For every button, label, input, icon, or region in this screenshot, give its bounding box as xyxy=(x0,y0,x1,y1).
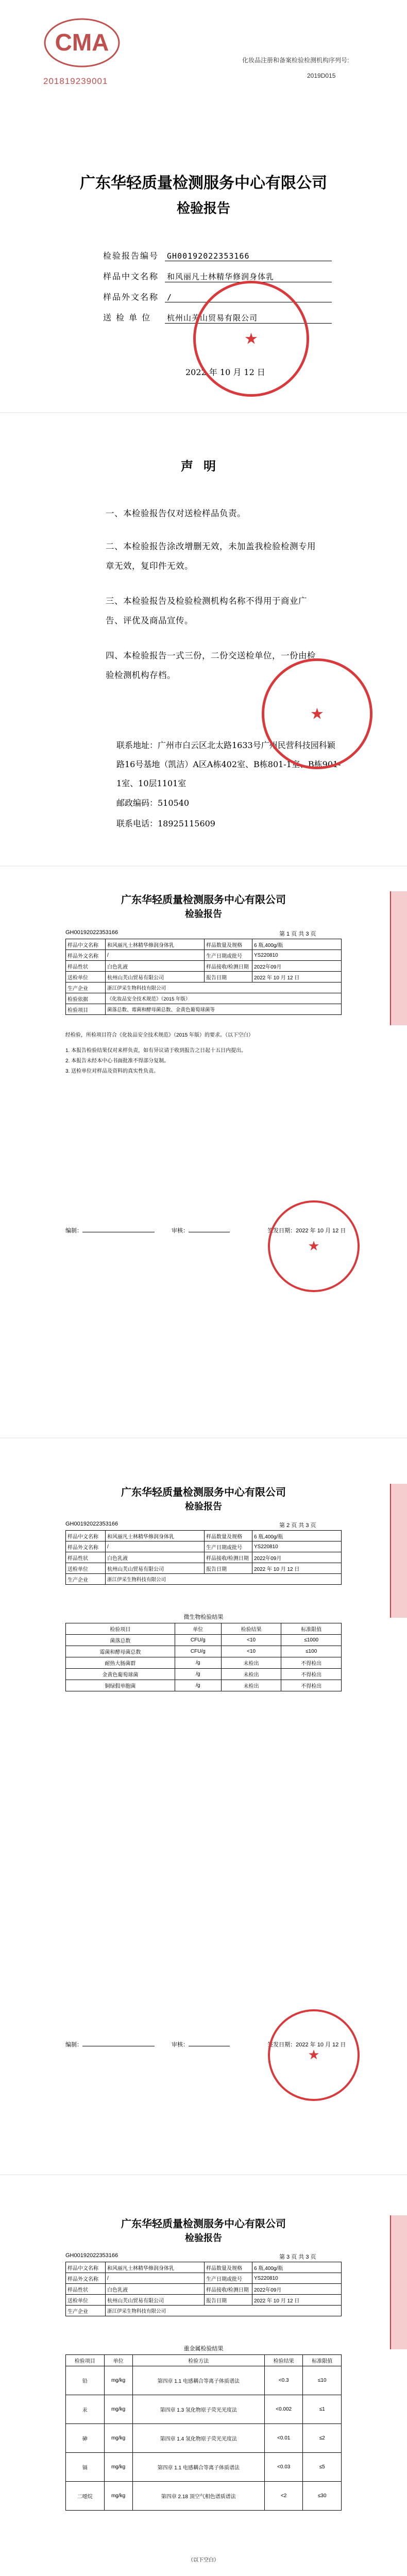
report-page-number: 第 1 页 共 3 页 xyxy=(279,931,316,937)
cell-value: 6 瓶,400g/瓶 xyxy=(252,939,342,950)
cma-number: 201819239001 xyxy=(43,76,108,86)
cell: <2 xyxy=(264,2482,303,2511)
inspection-seal xyxy=(268,2009,360,2101)
cell: mg/kg xyxy=(104,2395,132,2424)
report-company: 广东华轻质量检测服务中心有限公司 xyxy=(121,893,286,906)
perforation-seal xyxy=(390,1484,407,1618)
field-label: 送 检 单 位 xyxy=(103,313,151,323)
contact-address: 联系地址：广州市白云区北太路1633号广州民营科技园科颖路16号基地（凯洁）A区A栋402室、B栋801-1室、B栋901-1室、10层1101室 xyxy=(116,740,341,788)
report-page-3 xyxy=(0,2215,407,2576)
cell: ≤1 xyxy=(303,2395,342,2424)
cell: 未检出 xyxy=(221,1657,281,1669)
cell-value: 浙江伊采生物科技有限公司 xyxy=(106,2306,342,2316)
sign-date: 签发日期：2022 年 10 月 12 日 xyxy=(267,1228,346,1234)
table-row xyxy=(66,1646,342,1657)
cell: ≤30 xyxy=(303,2482,342,2511)
table-row xyxy=(66,2295,342,2306)
sample-info-table xyxy=(65,939,342,1015)
cell-label: 生产日期或批号 xyxy=(205,2273,252,2284)
cell-label: 生产企业 xyxy=(66,1574,106,1585)
results-caption: 重金属检验结果 xyxy=(183,2346,224,2352)
cell-value: 菌落总数、霉菌和酵母菌总数、金黄色葡萄球菌等 xyxy=(106,1004,342,1015)
cell: CFU/g xyxy=(175,1635,221,1646)
cell-value: / xyxy=(106,2273,205,2284)
cell-value: 和风丽凡士林精华修润身体乳 xyxy=(106,1531,205,1541)
cell: <10 xyxy=(221,1635,281,1646)
cell: mg/kg xyxy=(104,2482,132,2511)
cell-label: 报告日期 xyxy=(205,2295,252,2306)
table-row xyxy=(66,2482,342,2511)
table-row xyxy=(66,1552,342,1563)
cell: 砷 xyxy=(66,2424,105,2453)
field-value: GH00192022353166 xyxy=(165,251,332,261)
cell: ≤1000 xyxy=(281,1635,342,1646)
cell: CFU/g xyxy=(175,1646,221,1657)
page-divider xyxy=(0,866,407,867)
header-cell: 单位 xyxy=(175,1623,221,1635)
report-company: 广东华轻质量检测服务中心有限公司 xyxy=(121,1486,286,1498)
cell-value: / xyxy=(106,1541,205,1552)
cell-label: 样品性状 xyxy=(66,961,106,972)
table-header-row xyxy=(66,2355,342,2366)
cell-label: 检验依据 xyxy=(66,993,106,1004)
cell-label: 样品性状 xyxy=(66,1552,106,1563)
cell: 霉菌和酵母菌总数 xyxy=(66,1646,175,1657)
table-row xyxy=(66,2395,342,2424)
declaration-seal xyxy=(262,658,372,769)
cosmetics-registration-number: 2019D015 xyxy=(307,72,336,79)
header-cell: 标准限值 xyxy=(303,2355,342,2366)
field-label: 样品中文名称 xyxy=(103,272,159,281)
note-3: 3. 送检单位对样品及资料的真实性负责。 xyxy=(65,1069,159,1074)
cma-logo-text: CMA xyxy=(55,29,109,56)
table-row xyxy=(66,961,342,972)
inspection-seal xyxy=(268,1200,360,1292)
cell: 第四章 1.4 氢化物原子荧光光度法 xyxy=(132,2424,264,2453)
end-mark: （以下空白） xyxy=(188,2557,219,2563)
conclusion-text: 经检验，所检项目符合《化妆品安全技术规范》（2015 年版）的要求。（以下空白） xyxy=(65,1032,254,1038)
cell-value: 白色乳液 xyxy=(106,961,205,972)
cell: <0.002 xyxy=(264,2395,303,2424)
cell-value: 2022 年 10 月 12 日 xyxy=(252,972,342,982)
table-row xyxy=(66,2366,342,2395)
cover-date: 2022 年 10 月 12 日 xyxy=(185,367,265,377)
report-title: 检验报告 xyxy=(185,1501,222,1512)
cell: <0.01 xyxy=(264,2424,303,2453)
cell: <0.3 xyxy=(264,2366,303,2395)
cell-label: 样品性状 xyxy=(66,2284,106,2295)
cell: /g xyxy=(175,1657,221,1669)
cover-page xyxy=(0,0,407,835)
cell-label: 样品外文名称 xyxy=(66,1541,106,1552)
table-row xyxy=(66,1004,342,1015)
cell: 铅 xyxy=(66,2366,105,2395)
cell: /g xyxy=(175,1669,221,1680)
heavy-metal-results-table xyxy=(65,2354,342,2511)
official-seal xyxy=(193,281,309,397)
table-row xyxy=(66,2306,342,2316)
cell-label: 样品数量及规格 xyxy=(205,1531,252,1541)
cell: 汞 xyxy=(66,2395,105,2424)
cell: mg/kg xyxy=(104,2453,132,2482)
table-row xyxy=(66,982,342,993)
sign-label: 审核： xyxy=(172,2042,189,2048)
report-company: 广东华轻质量检测服务中心有限公司 xyxy=(121,2217,286,2230)
table-row xyxy=(66,1680,342,1691)
page-divider xyxy=(0,2174,407,2175)
table-row xyxy=(66,2424,342,2453)
note-1: 1. 本报告检验结果仅对来样负责，如有异议请于收到报告之日起十五日内提出。 xyxy=(65,1048,247,1054)
microbiology-results-table xyxy=(65,1623,342,1691)
cell-value: 《化妆品安全技术规范》（2015 年版） xyxy=(106,993,342,1004)
cell-value: 2022 年 10 月 12 日 xyxy=(252,2295,342,2306)
table-row xyxy=(66,1563,342,1574)
cell: 金黄色葡萄球菌 xyxy=(66,1669,175,1680)
report-page-number: 第 3 页 共 3 页 xyxy=(279,2254,316,2260)
cell-value: 2022 年 10 月 12 日 xyxy=(252,1563,342,1574)
declaration-title: 声明 xyxy=(181,459,226,473)
table-row xyxy=(66,2284,342,2295)
cell-label: 送检单位 xyxy=(66,1563,106,1574)
report-title: 检验报告 xyxy=(176,201,230,216)
company-name: 广东华轻质量检测服务中心有限公司 xyxy=(80,174,327,192)
cell: 镉 xyxy=(66,2453,105,2482)
cell-label: 生产日期或批号 xyxy=(205,950,252,961)
sign-label: 审核： xyxy=(172,1228,189,1234)
header-cell: 检验项目 xyxy=(66,2355,105,2366)
table-row xyxy=(66,1635,342,1646)
table-row xyxy=(66,1531,342,1541)
note-2: 2. 本报告未经本中心书面批准不得部分复制。 xyxy=(65,1058,169,1064)
cell-value: 浙江伊采生物科技有限公司 xyxy=(106,1574,342,1585)
cell-label: 样品接收/检测日期 xyxy=(205,2284,252,2295)
declaration-item-2: 二、本检验报告涂改增删无效，未加盖我检验检测专用章无效，复印件无效。 xyxy=(106,541,316,571)
table-row xyxy=(66,993,342,1004)
seal-star-icon: ★ xyxy=(308,1239,320,1254)
field-label: 检验报告编号 xyxy=(103,251,159,261)
declaration-item-3: 三、本检验报告及检验检测机构名称不得用于商业广告、评优及商品宣传。 xyxy=(106,596,307,625)
cell: ≤2 xyxy=(303,2424,342,2453)
cell-value: 和风丽凡士林精华修润身体乳 xyxy=(106,939,205,950)
cell: ≤5 xyxy=(303,2453,342,2482)
cell: mg/kg xyxy=(104,2366,132,2395)
header-cell: 标准限值 xyxy=(281,1623,342,1635)
cell-value: / xyxy=(106,950,205,961)
field-label: 样品外文名称 xyxy=(103,292,159,302)
field-value: 杭州山芙山贸易有限公司 xyxy=(165,312,332,324)
cma-logo xyxy=(43,18,121,68)
cell-value: 杭州山芙山贸易有限公司 xyxy=(106,1563,205,1574)
cell: mg/kg xyxy=(104,2424,132,2453)
cell: <0.03 xyxy=(264,2453,303,2482)
cosmetics-registration-note: 化妆品注册和备案检验检测机构序列号: xyxy=(242,57,349,64)
table-row xyxy=(66,1657,342,1669)
table-row xyxy=(66,2273,342,2284)
cell: 不得检出 xyxy=(281,1680,342,1691)
table-row xyxy=(66,972,342,982)
cell: 第四章 1.1 电感耦合等离子体质谱法 xyxy=(132,2453,264,2482)
seal-star-icon: ★ xyxy=(310,705,324,723)
cell-label: 样品中文名称 xyxy=(66,1531,106,1541)
contact-phone: 联系电话：18925115609 xyxy=(116,819,215,828)
sample-info-table xyxy=(65,1530,342,1585)
report-title: 检验报告 xyxy=(185,2233,222,2244)
table-row xyxy=(66,2262,342,2273)
table-row xyxy=(66,1574,342,1585)
cell: 第四章 1.3 氢化物原子荧光光度法 xyxy=(132,2395,264,2424)
header-cell: 检验方法 xyxy=(132,2355,264,2366)
seal-star-icon: ★ xyxy=(308,2047,320,2063)
cell-label: 样品接收/检测日期 xyxy=(205,961,252,972)
cell-label: 样品数量及规格 xyxy=(205,2262,252,2273)
cell: 未检出 xyxy=(221,1680,281,1691)
results-caption: 微生物检验结果 xyxy=(183,1614,224,1620)
cell-label: 样品数量及规格 xyxy=(205,939,252,950)
table-row xyxy=(66,950,342,961)
cell: ≤10 xyxy=(303,2366,342,2395)
sign-label: 编制： xyxy=(65,2042,82,2048)
cell-label: 样品外文名称 xyxy=(66,950,106,961)
cell-value: 2022年09月 xyxy=(252,2284,342,2295)
sample-info-table xyxy=(65,2262,342,2316)
cell-value: 浙江伊采生物科技有限公司 xyxy=(106,982,342,993)
cell-label: 生产企业 xyxy=(66,982,106,993)
report-title: 检验报告 xyxy=(185,909,222,920)
sign-label: 编制： xyxy=(65,1228,82,1234)
cell-label: 送检单位 xyxy=(66,2295,106,2306)
header-cell: 检验结果 xyxy=(221,1623,281,1635)
report-page-number: 第 2 页 共 3 页 xyxy=(279,1522,316,1529)
cell: /g xyxy=(175,1680,221,1691)
cell: 未检出 xyxy=(221,1669,281,1680)
field-sample-cn-name xyxy=(103,270,332,285)
field-value: / xyxy=(165,293,332,302)
cell: 不得检出 xyxy=(281,1669,342,1680)
cell-label: 报告日期 xyxy=(205,1563,252,1574)
field-value: 和风丽凡士林精华修润身体乳 xyxy=(165,271,332,282)
report-number: GH00192022353166 xyxy=(65,2252,118,2259)
cell: 耐热大肠菌群 xyxy=(66,1657,175,1669)
cell-value: 和风丽凡士林精华修润身体乳 xyxy=(106,2262,205,2273)
report-number: GH00192022353166 xyxy=(65,1521,118,1527)
cell-label: 样品中文名称 xyxy=(66,2262,106,2273)
cell-label: 样品中文名称 xyxy=(66,939,106,950)
cell-value: YS220810 xyxy=(252,1541,342,1552)
page-divider xyxy=(0,412,407,413)
cell-label: 生产日期或批号 xyxy=(205,1541,252,1552)
cell-value: 2022年09月 xyxy=(252,961,342,972)
cell-value: 白色乳液 xyxy=(106,2284,205,2295)
field-report-number xyxy=(103,249,332,265)
cell-value: 杭州山芙山贸易有限公司 xyxy=(106,2295,205,2306)
cell-label: 检验项目 xyxy=(66,1004,106,1015)
table-row xyxy=(66,939,342,950)
cell-value: 白色乳液 xyxy=(106,1552,205,1563)
contact-postcode: 邮政编码：510540 xyxy=(116,798,190,808)
cell-label: 报告日期 xyxy=(205,972,252,982)
declaration-item-4: 四、本检验报告一式三份，二份交送检单位，一份由检验检测机构存档。 xyxy=(106,651,316,680)
table-row xyxy=(66,2453,342,2482)
cell-label: 样品接收/检测日期 xyxy=(205,1552,252,1563)
cell: 第四章 1.1 电感耦合等离子体质谱法 xyxy=(132,2366,264,2395)
cell-label: 样品外文名称 xyxy=(66,2273,106,2284)
cell: ≤100 xyxy=(281,1646,342,1657)
cell-value: YS220810 xyxy=(252,2273,342,2284)
table-row xyxy=(66,1541,342,1552)
header-cell: 检验项目 xyxy=(66,1623,175,1635)
cell-value: 6 瓶,400g/瓶 xyxy=(252,1531,342,1541)
cell-value: 2022年09月 xyxy=(252,1552,342,1563)
cell-value: 杭州山芙山贸易有限公司 xyxy=(106,972,205,982)
perforation-seal xyxy=(390,891,407,1025)
cell: 二噁烷 xyxy=(66,2482,105,2511)
cell-value: 6 瓶,400g/瓶 xyxy=(252,2262,342,2273)
declaration-item-1: 一、本检验报告仅对送检样品负责。 xyxy=(106,509,246,518)
table-row xyxy=(66,1669,342,1680)
cell-value: YS220810 xyxy=(252,950,342,961)
cell-label: 生产企业 xyxy=(66,2306,106,2316)
cell-label: 送检单位 xyxy=(66,972,106,982)
seal-star-icon: ★ xyxy=(244,330,258,348)
cell: 菌落总数 xyxy=(66,1635,175,1646)
perforation-seal xyxy=(390,2215,407,2349)
report-number: GH00192022353166 xyxy=(65,929,118,936)
cell: 第四章 2.18 顶空气相色谱质谱法 xyxy=(132,2482,264,2511)
cell: 铜绿假单胞菌 xyxy=(66,1680,175,1691)
header-cell: 检验结果 xyxy=(264,2355,303,2366)
sign-date: 签发日期：2022 年 10 月 12 日 xyxy=(267,2042,346,2048)
table-header-row xyxy=(66,1623,342,1635)
report-page-2 xyxy=(0,1484,407,2102)
header-cell: 单位 xyxy=(104,2355,132,2366)
page-divider xyxy=(0,1437,407,1438)
cell: 不得检出 xyxy=(281,1657,342,1669)
cell: <10 xyxy=(221,1646,281,1657)
